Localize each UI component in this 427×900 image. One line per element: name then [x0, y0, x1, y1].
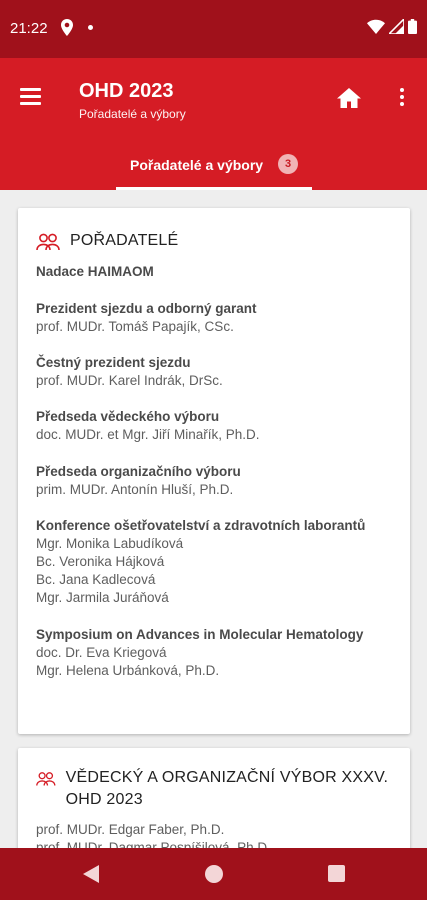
role-label: Konference ošetřovatelství a zdravotních laborantů	[36, 518, 366, 533]
person-name: Bc. Jana Kadlecová	[36, 572, 156, 587]
signal-icon	[389, 19, 404, 34]
app-subtitle: Pořadatelé a výbory	[79, 107, 186, 121]
list-item	[36, 626, 401, 680]
system-icons	[367, 19, 417, 34]
person-name: Bc. Veronika Hájková	[36, 554, 165, 569]
section-title: VĚDECKÝ A ORGANIZAČNÍ VÝBOR XXXV. OHD 2023	[65, 769, 389, 808]
organizers-card	[18, 208, 410, 734]
home-button[interactable]	[336, 86, 362, 110]
person-name: prim. MUDr. Antonín Hluší, Ph.D.	[36, 482, 234, 497]
status-bar	[0, 0, 427, 58]
person-name: Mgr. Helena Urbánková, Ph.D.	[36, 663, 220, 678]
organizer-entry	[36, 263, 401, 281]
tab-indicator	[116, 187, 312, 190]
back-icon[interactable]	[82, 864, 100, 884]
person-name: prof. MUDr. Edgar Faber, Ph.D.	[36, 822, 225, 837]
person-name: prof. MUDr. Tomáš Papajík, CSc.	[36, 319, 234, 334]
notification-dot-icon	[88, 25, 93, 30]
list-item	[36, 517, 401, 607]
recent-apps-icon[interactable]	[328, 865, 345, 882]
home-circle-icon[interactable]	[205, 865, 223, 883]
role-label: Čestný prezident sjezdu	[36, 355, 191, 370]
list-item	[36, 408, 401, 444]
system-nav-bar	[0, 848, 427, 900]
role-label: Prezident sjezdu a odborný garant	[36, 301, 257, 316]
list-item	[36, 354, 401, 390]
person-name: prof. MUDr. Karel Indrák, DrSc.	[36, 373, 223, 388]
person-name: doc. Dr. Eva Kriegová	[36, 645, 167, 660]
tab-label: Pořadatelé a výbory	[130, 157, 264, 173]
app-bar	[0, 58, 427, 190]
list-item	[36, 300, 401, 336]
people-icon	[36, 233, 60, 251]
more-options-button[interactable]	[392, 85, 412, 109]
status-time: 21:22	[10, 20, 48, 37]
battery-icon	[408, 19, 417, 34]
committee-header	[36, 767, 396, 811]
organizer-name: Nadace HAIMAOM	[36, 264, 154, 279]
person-name: Mgr. Monika Labudíková	[36, 536, 184, 551]
tab-organizers-committees[interactable]	[116, 144, 312, 190]
menu-button[interactable]	[18, 86, 44, 108]
section-title: POŘADATELÉ	[70, 232, 179, 249]
person-name: Mgr. Jarmila Juráňová	[36, 590, 169, 605]
app-title: OHD 2023	[79, 80, 174, 102]
wifi-icon	[367, 19, 385, 34]
person-name: doc. MUDr. et Mgr. Jiří Minařík, Ph.D.	[36, 427, 260, 442]
role-label: Symposium on Advances in Molecular Hematology	[36, 627, 364, 642]
tab-badge: 3	[278, 154, 298, 174]
location-icon	[60, 19, 74, 36]
role-label: Předseda organizačního výboru	[36, 464, 241, 479]
organizers-header	[36, 230, 178, 252]
role-label: Předseda vědeckého výboru	[36, 409, 220, 424]
people-icon	[36, 770, 56, 788]
list-item	[36, 463, 401, 499]
